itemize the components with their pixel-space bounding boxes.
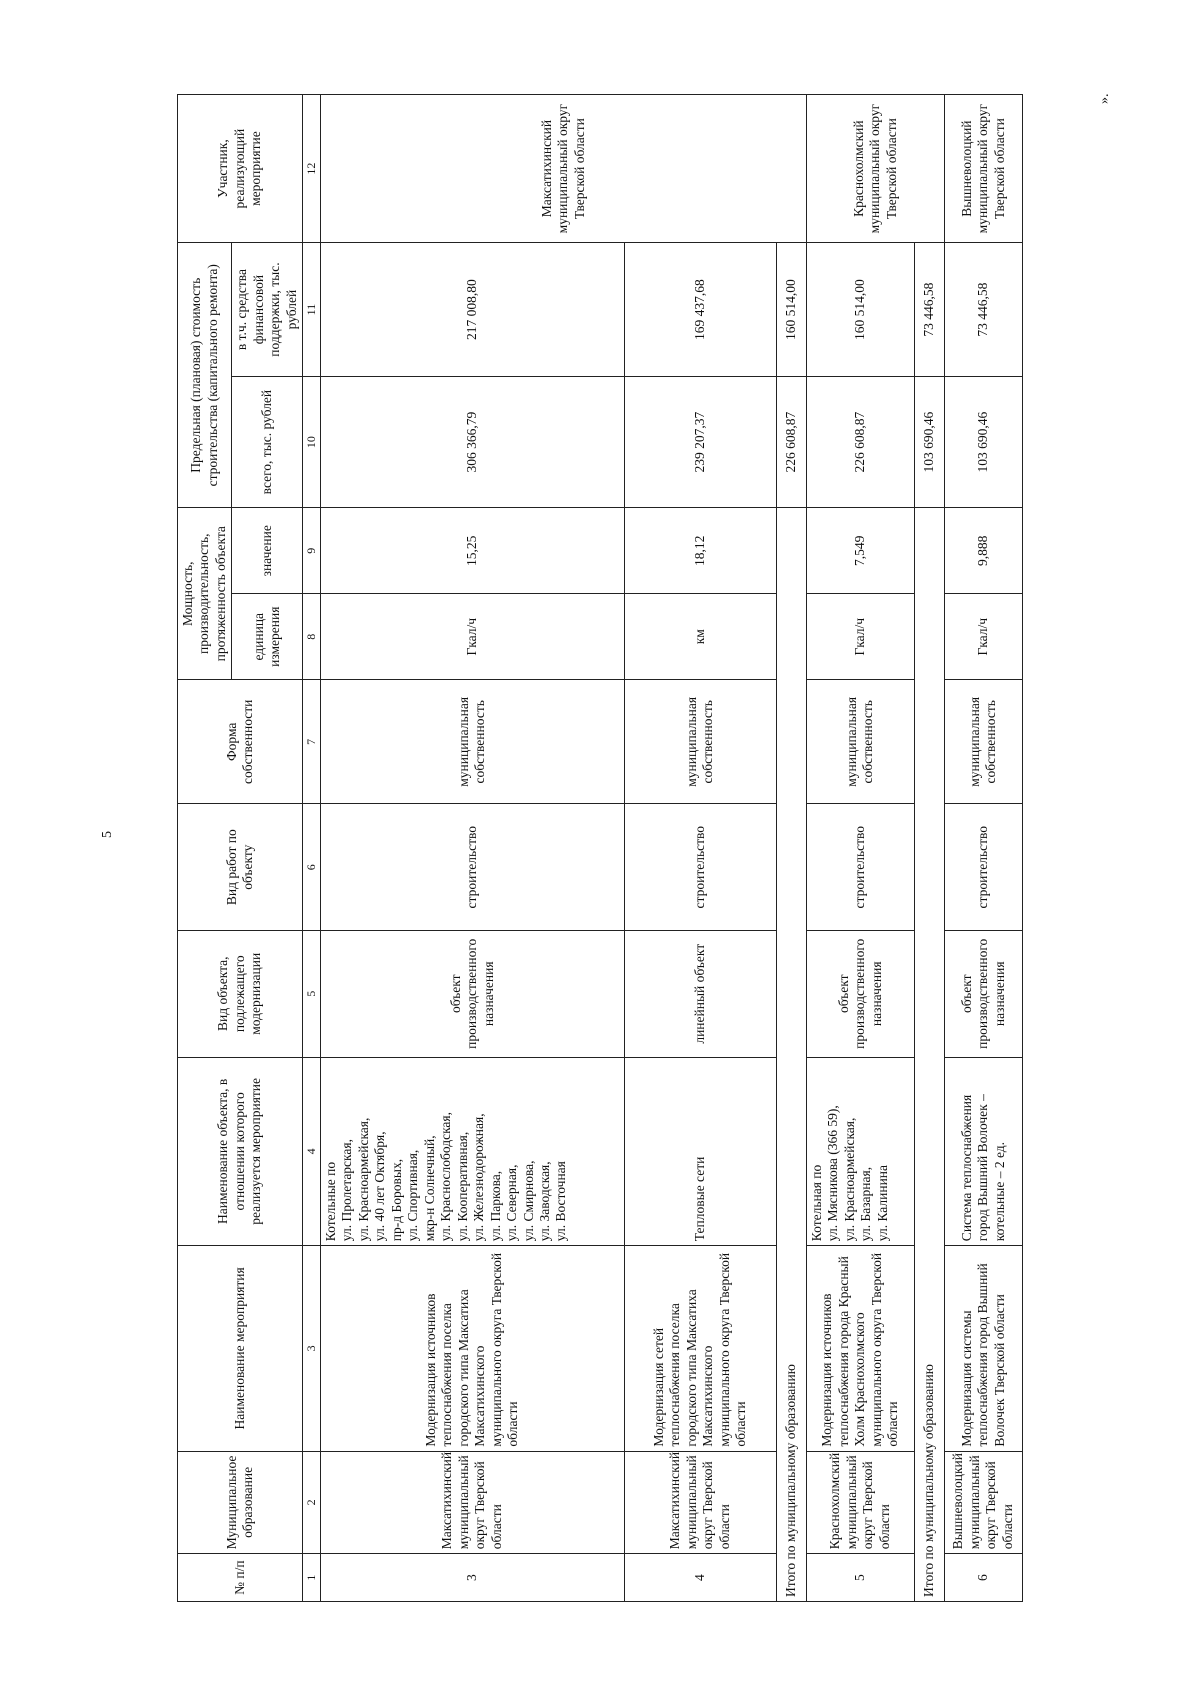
object-line: ул. Северная, <box>504 1164 520 1242</box>
object-line: ул. Железнодорожная, <box>471 1113 487 1242</box>
object-type-cell: линейный объект <box>624 930 776 1057</box>
header-object: Наименование объекта, в отношении которого реализуется мероприятие <box>178 1057 303 1246</box>
table-row <box>624 95 776 1602</box>
table-row <box>944 95 1022 1602</box>
subtotal-row <box>776 95 806 1602</box>
column-number: 7 <box>303 680 321 804</box>
header-municipality: Муниципальное образование <box>178 1451 303 1554</box>
column-number: 12 <box>303 95 321 243</box>
investment-measures-table <box>177 94 1023 1602</box>
subtotal-support: 73 446,58 <box>914 243 944 377</box>
header-value: значение <box>232 508 303 594</box>
header-measure: Наименование мероприятия <box>178 1246 303 1451</box>
object-line: ул. Базарная, <box>858 1166 874 1242</box>
measure-cell: Модернизация источников теплоснабжения города Красный Холм Краснохолмского муниципального округа Тверской области <box>806 1246 914 1451</box>
participant-cell: Краснохолмский муниципальный округ Тверской области <box>806 95 944 243</box>
municipality-cell: Максатихинский муниципальный округ Тверской области <box>624 1451 776 1554</box>
object-line: ул. 40 лет Октября, <box>372 1131 388 1242</box>
object-line: ул. Мясникова (366 59), <box>825 1105 841 1242</box>
header-participant: Участник, реализующий мероприятие <box>178 95 303 243</box>
support-cost-cell: 73 446,58 <box>944 243 1022 377</box>
municipality-cell: Вышневолоцкий муниципальный округ Тверской области <box>944 1451 1022 1554</box>
object-line: пр-д Боровых, <box>388 1158 404 1242</box>
column-number: 10 <box>303 376 321 507</box>
row-number: 6 <box>944 1554 1022 1602</box>
object-line: ул. Спортивная, <box>405 1149 421 1242</box>
row-number: 3 <box>320 1554 624 1602</box>
support-cost-cell: 160 514,00 <box>806 243 914 377</box>
column-number: 4 <box>303 1057 321 1246</box>
support-cost-cell: 217 008,80 <box>320 243 624 377</box>
header-cost-group: Предельная (плановая) стоимость строительства (капитального ремонта) <box>178 243 232 508</box>
ownership-cell: муниципальная собственность <box>944 680 1022 804</box>
header-support: в т.ч. средства финансовой поддержки, тыс. рублей <box>232 243 303 377</box>
measure-cell: Модернизация источников теплоснабжения поселка городского типа Максатиха Максатихинского муниципального округа Тверской области <box>320 1246 624 1451</box>
rotated-table-container <box>177 94 1092 1602</box>
work-type-cell: строительство <box>624 804 776 931</box>
row-number: 5 <box>806 1554 914 1602</box>
page-number: 5 <box>100 831 115 838</box>
column-number: 2 <box>303 1451 321 1554</box>
total-cost-cell: 103 690,46 <box>944 376 1022 507</box>
unit-cell: Гкал/ч <box>320 594 624 680</box>
subtotal-total: 226 608,87 <box>776 376 806 507</box>
object-line: ул. Смирнова, <box>520 1160 536 1242</box>
total-cost-cell: 239 207,37 <box>624 376 776 507</box>
subtotal-label: Итого по муниципальному образованию <box>914 508 944 1602</box>
row-number: 4 <box>624 1554 776 1602</box>
header-row-1 <box>178 95 232 1602</box>
object-cell: Тепловые сети <box>624 1057 776 1246</box>
object-cell <box>320 1057 624 1246</box>
unit-cell: Гкал/ч <box>806 594 914 680</box>
closing-quote-mark: ». <box>1097 93 1112 104</box>
work-type-cell: строительство <box>320 804 624 931</box>
object-line: мкр-н Солнечный, <box>421 1135 437 1242</box>
ownership-cell: муниципальная собственность <box>320 680 624 804</box>
table-row <box>320 95 624 1602</box>
object-line: ул. Паркова, <box>487 1170 503 1242</box>
object-line: ул. Кооперативная, <box>454 1131 470 1242</box>
participant-cell: Максатихинский муниципальный округ Тверской области <box>320 95 806 243</box>
value-cell: 15,25 <box>320 508 624 594</box>
participant-cell: Вышневолоцкий муниципальный округ Тверской области <box>944 95 1022 243</box>
header-total: всего, тыс. рублей <box>232 376 303 507</box>
column-number: 3 <box>303 1246 321 1451</box>
object-line: ул. Восточная <box>553 1161 569 1242</box>
object-type-cell: объект производственного назначения <box>320 930 624 1057</box>
measure-cell: Модернизация сетей теплоснабжения поселка городского типа Максатиха Максатихинского муниципального округа Тверской области <box>624 1246 776 1451</box>
object-line: Котельная по <box>808 1164 824 1242</box>
header-ownership: Форма собственности <box>178 680 303 804</box>
subtotal-total: 103 690,46 <box>914 376 944 507</box>
object-line: ул. Краснослободская, <box>438 1111 454 1242</box>
column-number: 8 <box>303 594 321 680</box>
table-row <box>806 95 914 1602</box>
object-line: ул. Заводская, <box>537 1161 552 1242</box>
object-line: ул. Красноармейская, <box>355 1117 371 1242</box>
unit-cell: км <box>624 594 776 680</box>
object-line: Котельные по <box>322 1161 338 1242</box>
municipality-cell: Максатихинский муниципальный округ Тверской области <box>320 1451 624 1554</box>
subtotal-support: 160 514,00 <box>776 243 806 377</box>
header-work-type: Вид работ по объекту <box>178 804 303 931</box>
subtotal-row <box>914 95 944 1602</box>
measure-cell: Модернизация системы теплоснабжения город Вышний Волочек Тверской области <box>944 1246 1022 1451</box>
header-capacity-group: Мощность, производительность, протяженность объекта <box>178 508 232 680</box>
object-type-cell: объект производственного назначения <box>944 930 1022 1057</box>
object-type-cell: объект производственного назначения <box>806 930 914 1057</box>
value-cell: 7,549 <box>806 508 914 594</box>
column-numbers-row <box>303 95 321 1602</box>
object-line: ул. Калинина <box>874 1164 890 1242</box>
value-cell: 9,888 <box>944 508 1022 594</box>
object-line: ул. Пролетарская, <box>339 1139 355 1242</box>
value-cell: 18,12 <box>624 508 776 594</box>
municipality-cell: Краснохолмский муниципальный округ Тверской области <box>806 1451 914 1554</box>
column-number: 5 <box>303 930 321 1057</box>
work-type-cell: строительство <box>806 804 914 931</box>
ownership-cell: муниципальная собственность <box>624 680 776 804</box>
total-cost-cell: 306 366,79 <box>320 376 624 507</box>
object-cell: Система теплоснабжения город Вышний Волочек – котельные – 2 ед. <box>944 1057 1022 1246</box>
object-cell <box>806 1057 914 1246</box>
unit-cell: Гкал/ч <box>944 594 1022 680</box>
subtotal-label: Итого по муниципальному образованию <box>776 508 806 1602</box>
work-type-cell: строительство <box>944 804 1022 931</box>
column-number: 9 <box>303 508 321 594</box>
support-cost-cell: 169 437,68 <box>624 243 776 377</box>
total-cost-cell: 226 608,87 <box>806 376 914 507</box>
column-number: 6 <box>303 804 321 931</box>
column-number: 11 <box>303 243 321 377</box>
ownership-cell: муниципальная собственность <box>806 680 914 804</box>
header-num: № п/п <box>178 1554 303 1602</box>
header-unit: единица измерения <box>232 594 303 680</box>
object-line: ул. Красноармейская, <box>841 1117 857 1242</box>
header-object-type: Вид объекта, подлежащего модернизации <box>178 930 303 1057</box>
column-number: 1 <box>303 1554 321 1602</box>
